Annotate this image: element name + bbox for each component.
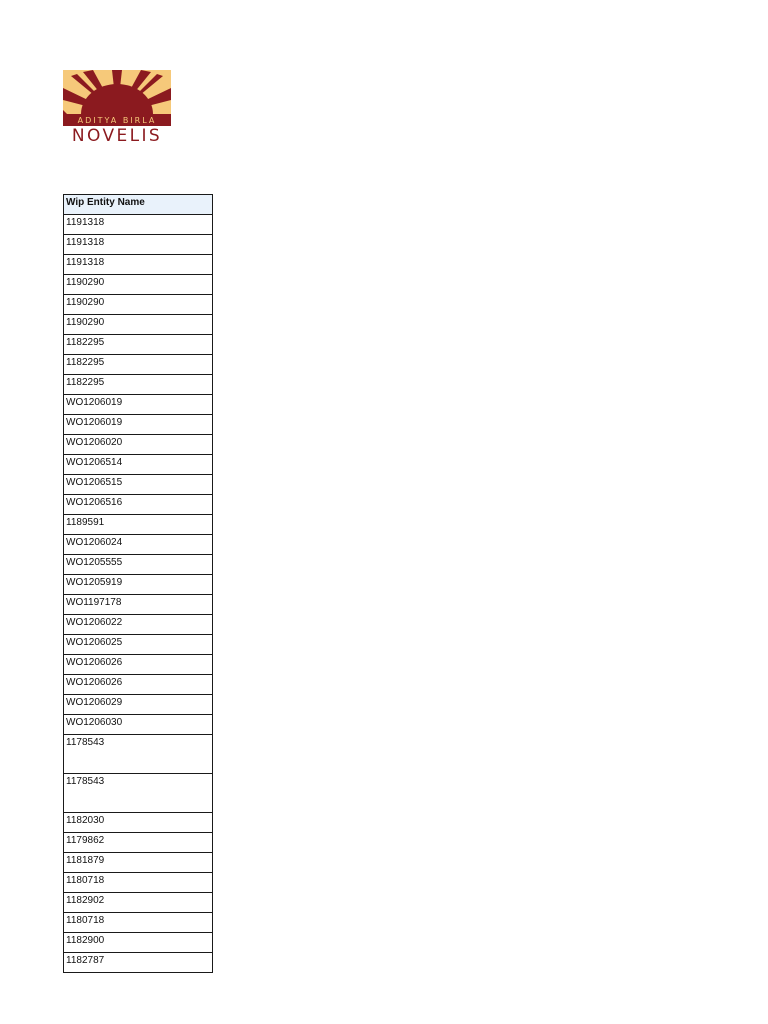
table-cell: WO1206024	[64, 535, 213, 555]
table-cell: WO1206019	[64, 415, 213, 435]
table-header-row	[64, 195, 213, 215]
table-row	[64, 495, 213, 515]
table-row	[64, 395, 213, 415]
table-cell: 1191318	[64, 255, 213, 275]
table-cell: 1180718	[64, 913, 213, 933]
table-cell: WO1205919	[64, 575, 213, 595]
table-row	[64, 833, 213, 853]
table-row	[64, 555, 213, 575]
table-cell: WO1206022	[64, 615, 213, 635]
table-cell: 1190290	[64, 295, 213, 315]
table-cell: 1180718	[64, 873, 213, 893]
table-row	[64, 235, 213, 255]
novelis-logo	[63, 70, 171, 146]
table-row	[64, 813, 213, 833]
table-row	[64, 615, 213, 635]
table-cell: 1181879	[64, 853, 213, 873]
table-row	[64, 535, 213, 555]
table-row	[64, 655, 213, 675]
table-cell: 1182030	[64, 813, 213, 833]
table-cell: 1182295	[64, 335, 213, 355]
logo-brand-name: NOVELIS	[71, 126, 163, 146]
table-row	[64, 675, 213, 695]
table-row	[64, 873, 213, 893]
table-body	[64, 215, 213, 973]
table-row	[64, 215, 213, 235]
table-row	[64, 774, 213, 813]
table-cell: 1182902	[64, 893, 213, 913]
table-row	[64, 695, 213, 715]
table-row	[64, 295, 213, 315]
table-cell: 1191318	[64, 235, 213, 255]
table-cell: WO1206026	[64, 655, 213, 675]
table-row	[64, 913, 213, 933]
table-row	[64, 853, 213, 873]
table-row	[64, 275, 213, 295]
table-cell: 1182900	[64, 933, 213, 953]
table-cell: WO1206026	[64, 675, 213, 695]
table-row	[64, 475, 213, 495]
table-row	[64, 455, 213, 475]
table-row	[64, 315, 213, 335]
table-cell: WO1206516	[64, 495, 213, 515]
table-row	[64, 435, 213, 455]
table-cell: 1182295	[64, 355, 213, 375]
table-cell: WO1206020	[64, 435, 213, 455]
table-cell: 1178543	[64, 735, 213, 774]
table-cell: WO1206029	[64, 695, 213, 715]
table-cell: WO1206019	[64, 395, 213, 415]
table-row	[64, 575, 213, 595]
table-row	[64, 515, 213, 535]
column-header-wip-entity-name: Wip Entity Name	[64, 195, 213, 215]
table-cell: 1179862	[64, 833, 213, 853]
table-cell: 1182295	[64, 375, 213, 395]
table-cell: 1190290	[64, 275, 213, 295]
table-cell: WO1206514	[64, 455, 213, 475]
logo-subtitle: ADITYA BIRLA	[77, 116, 157, 125]
table-row	[64, 735, 213, 774]
table-cell: WO1206515	[64, 475, 213, 495]
table-row	[64, 715, 213, 735]
table-row	[64, 355, 213, 375]
table-row	[64, 953, 213, 973]
table-cell: WO1197178	[64, 595, 213, 615]
table-cell: 1189591	[64, 515, 213, 535]
rising-sun-emblem-icon	[63, 70, 171, 126]
table-cell: 1190290	[64, 315, 213, 335]
table-row	[64, 635, 213, 655]
table-row	[64, 933, 213, 953]
table-row	[64, 375, 213, 395]
table-cell: WO1206025	[64, 635, 213, 655]
table-row	[64, 255, 213, 275]
table-cell: 1191318	[64, 215, 213, 235]
table-cell: 1178543	[64, 774, 213, 813]
table-row	[64, 893, 213, 913]
table-cell: WO1205555	[64, 555, 213, 575]
table-row	[64, 415, 213, 435]
wip-entity-table	[63, 194, 213, 973]
table-row	[64, 595, 213, 615]
table-row	[64, 335, 213, 355]
table-cell: WO1206030	[64, 715, 213, 735]
table-cell: 1182787	[64, 953, 213, 973]
